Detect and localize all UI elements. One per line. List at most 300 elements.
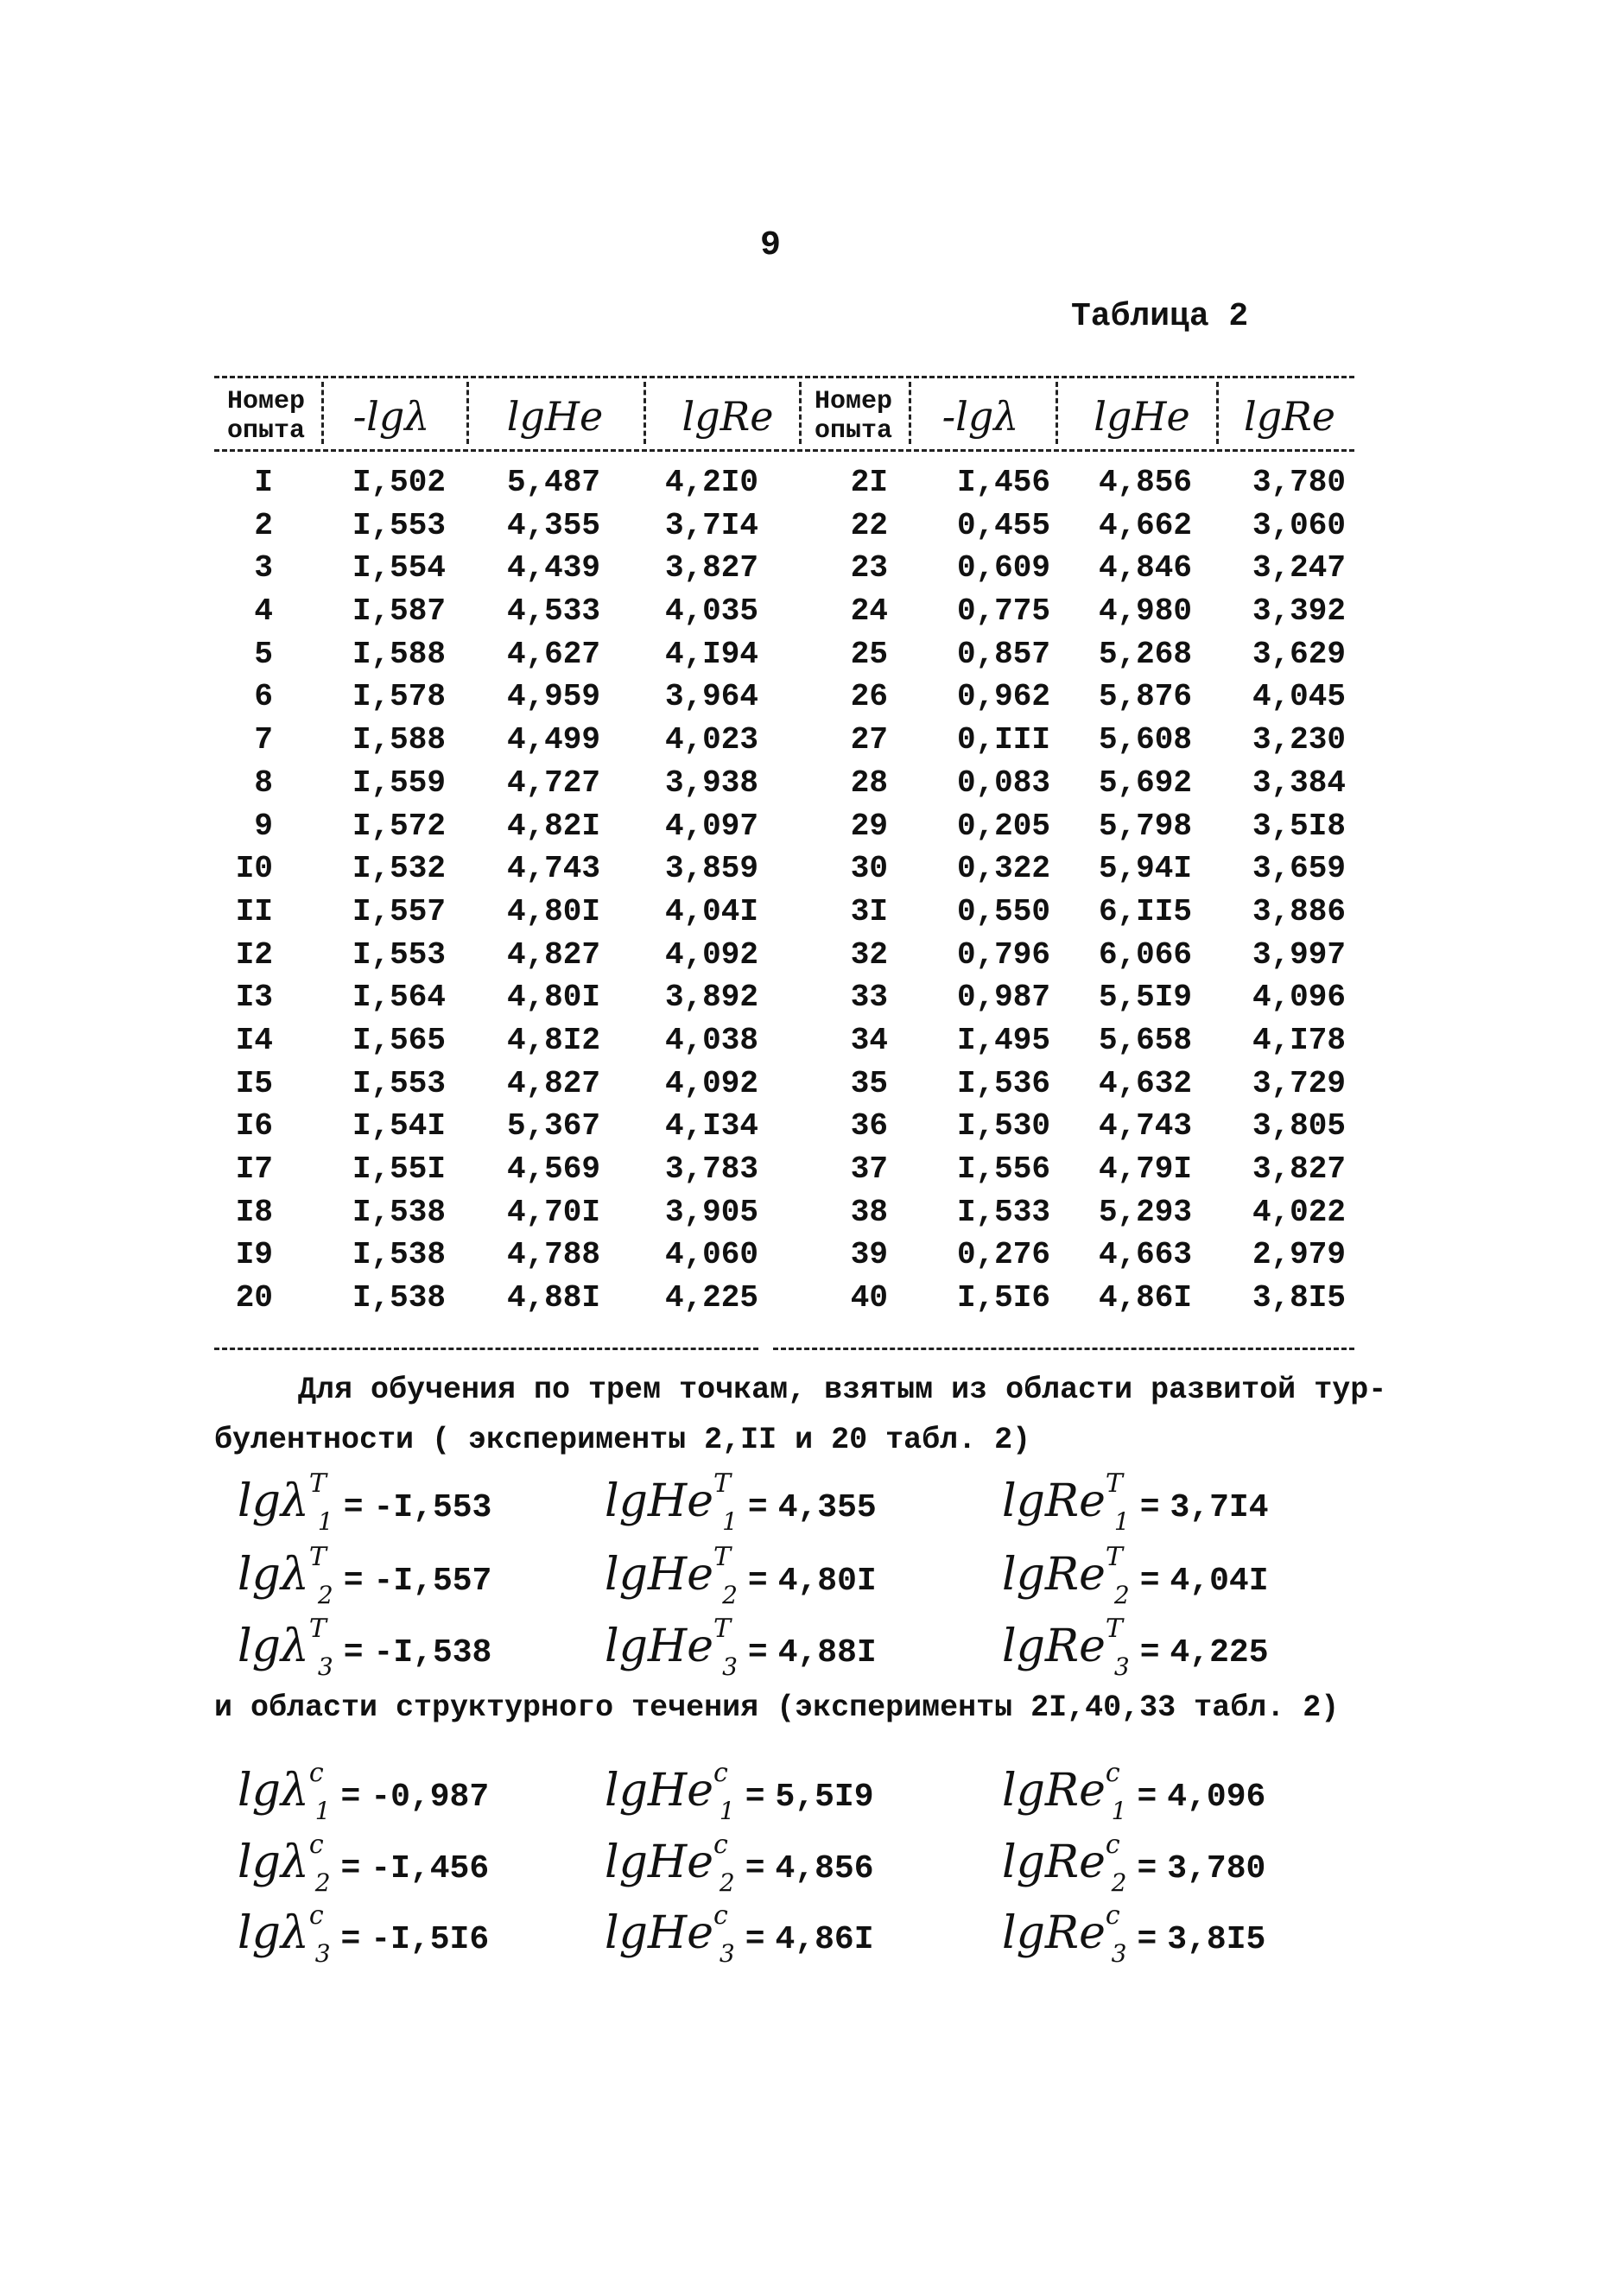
cell-minus-lg-lambda: 0,276 [956,1237,1050,1273]
superscript: T [1105,1468,1123,1499]
turbulent-lg-he-3 [605,1614,877,1681]
header-minus-lg-lambda-2: -lgλ [941,393,1019,440]
subscript: 3 [1113,1652,1130,1681]
symbol: lgRe [1002,1621,1106,1672]
cell-lg-he: 4,80I [506,893,600,929]
equals-sign: = [340,1850,361,1887]
cell-lg-he: 5,293 [1098,1194,1192,1230]
subscript: 1 [722,1507,738,1536]
symbol: lgHe [605,1907,714,1959]
table-row [214,722,1354,765]
table-row [214,508,1354,551]
symbol: lgλ [238,1765,309,1817]
table-row [214,1151,1354,1195]
table-bottom-rule [773,1348,1354,1350]
cell-experiment-number: 20 [235,1280,273,1316]
subscript: 3 [317,1652,333,1681]
table-row [214,1280,1354,1323]
cell-experiment-number: I8 [235,1194,273,1230]
cell-minus-lg-lambda: I,553 [352,507,446,543]
cell-lg-he: 4,82I [506,808,600,844]
symbol: lgHe [605,1836,714,1888]
subscript: 2 [317,1581,333,1609]
symbol: lgHe [605,1765,714,1817]
header-experiment-number-2 [802,382,905,451]
equals-sign: = [745,1779,765,1816]
cell-lg-he: 4,788 [506,1237,600,1273]
structural-lg-he-2 [605,1830,874,1897]
subscript: 1 [1113,1507,1130,1536]
equals-sign: = [1137,1921,1157,1958]
cell-minus-lg-lambda: I,556 [956,1151,1050,1187]
cell-lg-he: 4,569 [506,1151,600,1187]
table-row [214,937,1354,980]
cell-minus-lg-lambda: 0,962 [956,679,1050,715]
cell-lg-re: 3,783 [664,1151,758,1187]
cell-experiment-number: 36 [850,1108,888,1145]
cell-lg-re: 3,827 [1252,1151,1346,1187]
cell-lg-re: 3,805 [1252,1108,1346,1145]
turbulent-lg-he-2 [605,1542,877,1609]
cell-lg-re: 3,938 [664,764,758,801]
value: 3,780 [1167,1850,1266,1887]
cell-minus-lg-lambda: I,559 [352,764,446,801]
table-row [214,851,1354,894]
value: 4,04I [1170,1563,1269,1600]
cell-lg-re: 3,780 [1252,465,1346,500]
table-row [214,593,1354,637]
cell-lg-re: 3,384 [1252,764,1346,801]
cell-experiment-number: 40 [850,1280,888,1316]
equals-sign: = [340,1921,361,1958]
cell-lg-he: 4,627 [506,636,600,672]
cell-experiment-number: I3 [235,980,273,1016]
table-row [214,1023,1354,1066]
cell-experiment-number: 6 [254,679,273,715]
value: 4,355 [777,1489,877,1526]
superscript: c [1105,1830,1120,1860]
cell-lg-re: 3,964 [664,679,758,715]
value: 4,225 [1170,1634,1269,1671]
cell-experiment-number: 7 [254,722,273,758]
subscript: 2 [1113,1581,1130,1609]
cell-lg-he: 4,662 [1098,507,1192,543]
cell-lg-he: 4,80I [506,980,600,1016]
symbol: lgRe [1002,1907,1106,1959]
cell-experiment-number: 37 [850,1151,888,1187]
symbol: lgλ [238,1836,309,1888]
subscript: 1 [317,1507,333,1536]
symbol: lgRe [1002,1475,1106,1527]
cell-lg-re: 4,2I0 [664,465,758,500]
equals-sign: = [1139,1489,1160,1526]
superscript: T [1105,1542,1123,1572]
cell-experiment-number: II [235,893,273,929]
value: 3,8I5 [1167,1921,1266,1958]
cell-experiment-number: I [254,465,273,500]
cell-experiment-number: 30 [850,851,888,887]
cell-lg-re: 3,230 [1252,722,1346,758]
cell-lg-re: 4,04I [664,893,758,929]
cell-lg-re: 3,827 [664,550,758,587]
value: -I,456 [371,1850,490,1887]
cell-minus-lg-lambda: 0,987 [956,980,1050,1016]
cell-minus-lg-lambda: I,565 [352,1022,446,1058]
cell-lg-he: 4,632 [1098,1065,1192,1101]
value: -I,5I6 [371,1921,490,1958]
cell-minus-lg-lambda: 0,455 [956,507,1050,543]
superscript: c [308,1758,324,1788]
symbol: lgHe [605,1549,714,1601]
cell-lg-re: 3,892 [664,980,758,1016]
superscript: c [713,1900,728,1931]
cell-lg-he: 5,5I9 [1098,980,1192,1016]
cell-minus-lg-lambda: I,578 [352,679,446,715]
cell-lg-re: 4,096 [1252,980,1346,1016]
cell-minus-lg-lambda: I,557 [352,893,446,929]
cell-lg-he: 4,79I [1098,1151,1192,1187]
cell-experiment-number: I6 [235,1108,273,1145]
subscript: 2 [719,1868,735,1897]
cell-lg-re: 4,045 [1252,679,1346,715]
turbulent-lg-re-3 [1002,1614,1269,1681]
cell-lg-re: 4,035 [664,593,758,630]
cell-minus-lg-lambda: I,564 [352,980,446,1016]
structural-lg-he-1 [605,1758,874,1825]
header-lg-he: lgHe [506,393,604,440]
cell-experiment-number: 34 [850,1022,888,1058]
value: 4,096 [1167,1779,1266,1816]
value: 4,856 [775,1850,874,1887]
cell-lg-re: 3,629 [1252,636,1346,672]
cell-minus-lg-lambda: I,553 [352,936,446,973]
cell-lg-re: 3,905 [664,1194,758,1230]
symbol: lgRe [1002,1549,1106,1601]
cell-experiment-number: 27 [850,722,888,758]
cell-lg-he: 4,856 [1098,465,1192,500]
cell-lg-he: 4,827 [506,936,600,973]
table-row [214,550,1354,593]
cell-experiment-number: 24 [850,593,888,630]
cell-lg-re: 3,247 [1252,550,1346,587]
cell-lg-re: 3,8I5 [1252,1280,1346,1316]
cell-minus-lg-lambda: I,495 [956,1022,1050,1058]
value: 5,5I9 [775,1779,874,1816]
cell-lg-he: 4,727 [506,764,600,801]
symbol: lgλ [238,1475,309,1527]
superscript: T [308,1468,327,1499]
superscript: T [308,1614,327,1644]
subscript: 3 [719,1939,735,1968]
table-header-rule [214,449,1354,452]
cell-experiment-number: 2I [850,465,888,500]
structural-lg-re-3 [1002,1900,1265,1968]
cell-minus-lg-lambda: I,588 [352,636,446,672]
superscript: T [713,1542,732,1572]
header-divider [1216,382,1219,444]
structural-lg-lambda-1 [238,1758,489,1825]
cell-lg-re: 3,392 [1252,593,1346,630]
turbulent-lg-he-1 [605,1468,877,1536]
header-divider [1056,382,1058,444]
cell-experiment-number: 3 [254,550,273,587]
turbulent-lg-lambda-2 [238,1542,491,1609]
cell-minus-lg-lambda: 0,III [956,722,1050,758]
equals-sign: = [745,1850,765,1887]
cell-lg-re: 3,5I8 [1252,808,1346,844]
header-number-top: Номер [226,387,305,416]
equals-sign: = [343,1563,364,1600]
symbol: lgRe [1002,1765,1106,1817]
cell-minus-lg-lambda: 0,322 [956,851,1050,887]
cell-minus-lg-lambda: 0,205 [956,808,1050,844]
cell-experiment-number: 39 [850,1237,888,1273]
cell-lg-he: 5,658 [1098,1022,1192,1058]
equals-sign: = [1139,1563,1160,1600]
cell-experiment-number: 4 [254,593,273,630]
header-divider [909,382,911,444]
cell-experiment-number: 32 [850,936,888,973]
equals-sign: = [343,1489,364,1526]
table-row [214,980,1354,1023]
cell-minus-lg-lambda: I,553 [352,1065,446,1101]
cell-lg-re: 4,097 [664,808,758,844]
cell-lg-re: 4,060 [664,1237,758,1273]
header-divider [643,382,646,444]
value: 4,88I [777,1634,877,1671]
cell-experiment-number: 38 [850,1194,888,1230]
equals-sign: = [747,1563,768,1600]
symbol: lgλ [238,1549,309,1601]
table-top-rule [214,376,1354,378]
superscript: c [713,1758,728,1788]
turbulent-lg-lambda-1 [238,1468,491,1536]
cell-experiment-number: I7 [235,1151,273,1187]
cell-lg-re: 4,I78 [1252,1022,1346,1058]
header-number-bottom: опыта [814,416,892,446]
cell-lg-he: 4,846 [1098,550,1192,587]
table-row [214,1195,1354,1238]
table-row [214,765,1354,809]
header-experiment-number [214,382,318,451]
cell-minus-lg-lambda: I,533 [956,1194,1050,1230]
cell-minus-lg-lambda: 0,796 [956,936,1050,973]
table-row [214,679,1354,722]
subscript: 2 [314,1868,331,1897]
value: -I,538 [373,1634,492,1671]
cell-lg-he: 6,066 [1098,936,1192,973]
paragraph-structural: и области структурного течения (эксперименты 2I,40,33 табл. 2) [214,1690,1340,1725]
cell-minus-lg-lambda: 0,550 [956,893,1050,929]
equals-sign: = [1137,1850,1157,1887]
cell-experiment-number: 9 [254,808,273,844]
paragraph-turbulent-line2: булентности ( эксперименты 2,II и 20 табл. 2) [214,1423,1031,1457]
cell-lg-re: 4,092 [664,1065,758,1101]
superscript: c [713,1830,728,1860]
cell-lg-re: 3,729 [1252,1065,1346,1101]
table-body [214,465,1354,1323]
cell-lg-he: 4,743 [1098,1108,1192,1145]
cell-lg-re: 4,022 [1252,1194,1346,1230]
table-row [214,637,1354,680]
value: -I,553 [373,1489,492,1526]
subscript: 1 [719,1797,735,1825]
superscript: c [1105,1900,1120,1931]
cell-lg-he: 4,86I [1098,1280,1192,1316]
cell-experiment-number: 22 [850,507,888,543]
cell-experiment-number: 23 [850,550,888,587]
header-minus-lg-lambda: -lgλ [352,393,430,440]
cell-minus-lg-lambda: I,572 [352,808,446,844]
table-row [214,1066,1354,1109]
equals-sign: = [340,1779,361,1816]
cell-lg-he: 5,487 [506,465,600,500]
cell-experiment-number: 2 [254,507,273,543]
cell-experiment-number: 35 [850,1065,888,1101]
cell-lg-he: 5,876 [1098,679,1192,715]
symbol: lgλ [238,1907,309,1959]
equals-sign: = [1137,1779,1157,1816]
cell-experiment-number: I4 [235,1022,273,1058]
cell-lg-re: 3,060 [1252,507,1346,543]
subscript: 3 [314,1939,331,1968]
cell-minus-lg-lambda: I,587 [352,593,446,630]
cell-lg-re: 3,886 [1252,893,1346,929]
cell-lg-re: 4,092 [664,936,758,973]
cell-lg-he: 4,439 [506,550,600,587]
cell-lg-he: 4,533 [506,593,600,630]
cell-lg-he: 5,692 [1098,764,1192,801]
cell-lg-re: 3,859 [664,851,758,887]
cell-minus-lg-lambda: I,530 [956,1108,1050,1145]
cell-experiment-number: 25 [850,636,888,672]
header-divider [321,382,324,444]
table-row [214,809,1354,852]
cell-minus-lg-lambda: I,55I [352,1151,446,1187]
value: 4,86I [775,1921,874,1958]
subscript: 3 [1111,1939,1127,1968]
cell-lg-re: 4,225 [664,1280,758,1316]
structural-lg-re-1 [1002,1758,1265,1825]
superscript: c [308,1830,324,1860]
cell-lg-re: 4,I94 [664,636,758,672]
cell-lg-he: 5,94I [1098,851,1192,887]
cell-lg-he: 6,II5 [1098,893,1192,929]
cell-minus-lg-lambda: 0,857 [956,636,1050,672]
cell-lg-he: 5,798 [1098,808,1192,844]
superscript: c [1105,1758,1120,1788]
superscript: T [713,1468,732,1499]
header-divider [466,382,469,444]
cell-lg-he: 4,827 [506,1065,600,1101]
cell-minus-lg-lambda: I,554 [352,550,446,587]
cell-minus-lg-lambda: 0,609 [956,550,1050,587]
cell-minus-lg-lambda: I,502 [352,465,446,500]
cell-lg-he: 5,268 [1098,636,1192,672]
superscript: T [308,1542,327,1572]
cell-experiment-number: 29 [850,808,888,844]
cell-lg-re: 3,659 [1252,851,1346,887]
cell-experiment-number: 26 [850,679,888,715]
cell-experiment-number: 28 [850,764,888,801]
table-row [214,1237,1354,1280]
cell-lg-he: 4,8I2 [506,1022,600,1058]
cell-minus-lg-lambda: I,54I [352,1108,446,1145]
cell-lg-he: 5,608 [1098,722,1192,758]
cell-minus-lg-lambda: 0,775 [956,593,1050,630]
cell-lg-he: 4,743 [506,851,600,887]
cell-lg-re: 4,023 [664,722,758,758]
cell-minus-lg-lambda: I,532 [352,851,446,887]
cell-lg-re: 4,I34 [664,1108,758,1145]
cell-lg-he: 4,980 [1098,593,1192,630]
cell-minus-lg-lambda: I,538 [352,1194,446,1230]
equals-sign: = [747,1489,768,1526]
equals-sign: = [745,1921,765,1958]
cell-lg-re: 4,038 [664,1022,758,1058]
cell-lg-he: 4,959 [506,679,600,715]
symbol: lgHe [605,1621,714,1672]
cell-experiment-number: I5 [235,1065,273,1101]
cell-experiment-number: 8 [254,764,273,801]
symbol: lgHe [605,1475,714,1527]
cell-minus-lg-lambda: 0,083 [956,764,1050,801]
page-number: 9 [760,226,782,265]
cell-minus-lg-lambda: I,588 [352,722,446,758]
cell-experiment-number: I2 [235,936,273,973]
header-number-top: Номер [814,387,892,416]
structural-lg-lambda-2 [238,1830,489,1897]
cell-experiment-number: I9 [235,1237,273,1273]
cell-minus-lg-lambda: I,456 [956,465,1050,500]
cell-lg-he: 4,70I [506,1194,600,1230]
turbulent-lg-re-2 [1002,1542,1269,1609]
value: -I,557 [373,1563,492,1600]
equals-sign: = [1139,1634,1160,1671]
table-row [214,894,1354,937]
cell-minus-lg-lambda: I,538 [352,1237,446,1273]
turbulent-lg-re-1 [1002,1468,1269,1536]
symbol: lgRe [1002,1836,1106,1888]
cell-lg-he: 5,367 [506,1108,600,1145]
cell-lg-he: 4,88I [506,1280,600,1316]
subscript: 3 [722,1652,738,1681]
structural-lg-he-3 [605,1900,874,1968]
subscript: 1 [314,1797,331,1825]
cell-lg-he: 4,499 [506,722,600,758]
value: 4,80I [777,1563,877,1600]
cell-minus-lg-lambda: I,538 [352,1280,446,1316]
header-lg-he-2: lgHe [1094,393,1190,440]
superscript: T [713,1614,732,1644]
structural-lg-lambda-3 [238,1900,489,1968]
equals-sign: = [747,1634,768,1671]
symbol: lgλ [238,1621,309,1672]
subscript: 2 [722,1581,738,1609]
cell-lg-he: 4,355 [506,507,600,543]
table-bottom-rule [214,1348,758,1350]
cell-minus-lg-lambda: I,536 [956,1065,1050,1101]
paragraph-turbulent-line1: Для обучения по трем точкам, взятым из области развитой тур- [298,1373,1387,1407]
structural-lg-re-2 [1002,1830,1265,1897]
header-number-bottom: опыта [226,416,305,446]
subscript: 2 [1111,1868,1127,1897]
table-row [214,465,1354,508]
header-lg-re: lgRe [682,393,774,440]
equals-sign: = [343,1634,364,1671]
cell-minus-lg-lambda: I,5I6 [956,1280,1050,1316]
table-row [214,1108,1354,1151]
